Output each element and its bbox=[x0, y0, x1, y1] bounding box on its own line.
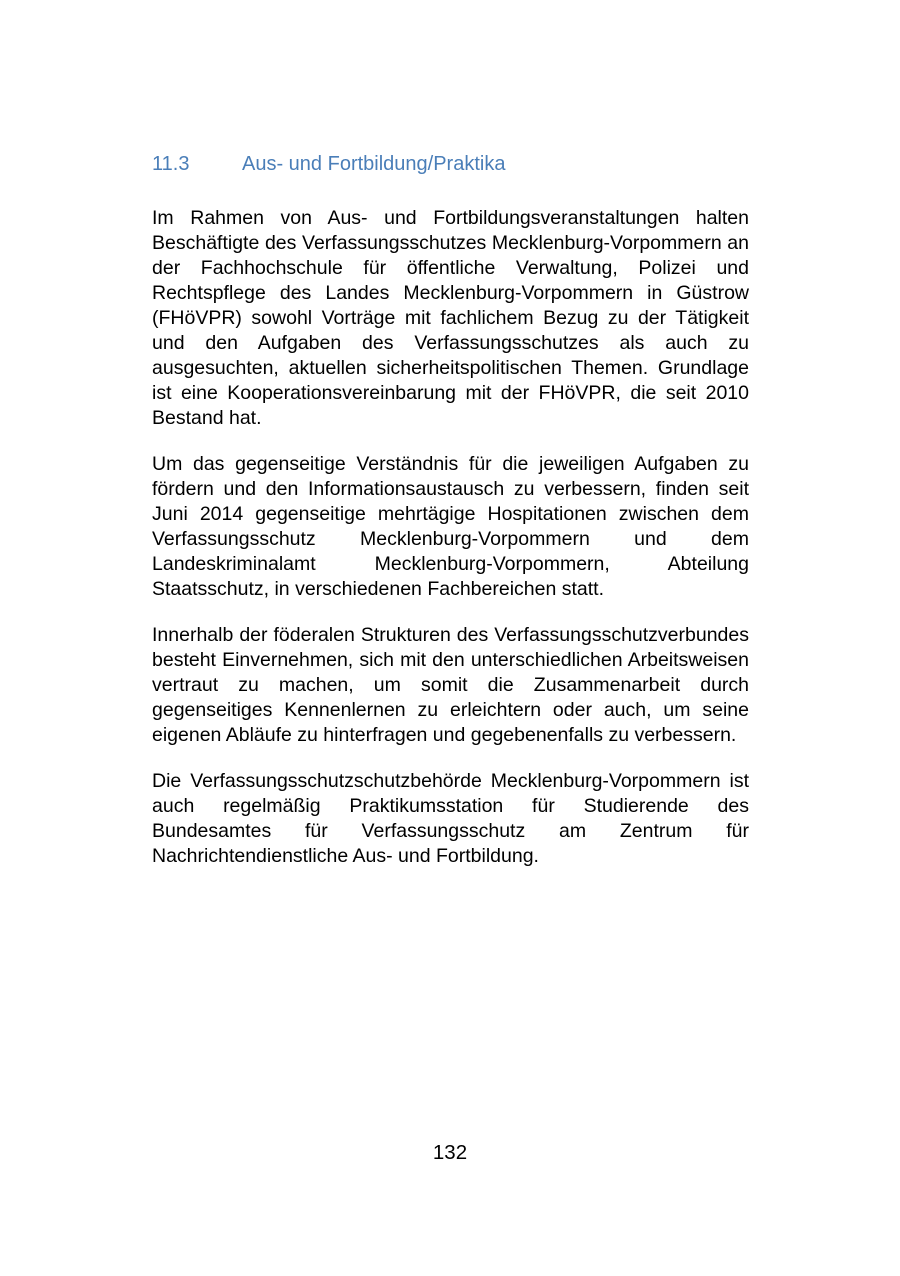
paragraph: Im Rahmen von Aus- und Fortbildungsveranstaltungen halten Beschäftigte des Verfassungsschutzes Mecklenburg-Vorpommern an der Fachhochschule für öffentliche Verwaltung, Polizei und Rechtspflege des Landes Mecklenburg-Vorpommern in Güstrow (FHöVPR) sowohl Vorträge mit fachlichem Bezug zu der Tätigkeit und den Aufgaben des Verfassungsschutzes als auch zu ausgesuchten, aktuellen sicherheitspolitischen Themen. Grundlage ist eine Kooperationsvereinbarung mit der FHöVPR, die seit 2010 Bestand hat. bbox=[152, 207, 749, 429]
section-heading bbox=[152, 153, 749, 176]
paragraph: Die Verfassungsschutzschutzbehörde Mecklenburg-Vorpommern ist auch regelmäßig Praktikumsstation für Studierende des Bundesamtes für Verfassungsschutz am Zentrum für Nachrichtendienstliche Aus- und Fortbildung. bbox=[152, 770, 749, 867]
text-block bbox=[152, 153, 749, 869]
page-number: 132 bbox=[432, 1141, 468, 1164]
paragraph: Um das gegenseitige Verständnis für die jeweiligen Aufgaben zu fördern und den Informationsaustausch zu verbessern, finden seit Juni 2014 gegenseitige mehrtägige Hospitationen zwischen dem Verfassungsschutz Mecklenburg-Vorpommern und dem Landeskriminalamt Mecklenburg-Vorpommern, Abteilung Staatsschutz, in verschiedenen Fachbereichen statt. bbox=[152, 453, 749, 600]
section-title: Aus- und Fortbildung/Praktika bbox=[242, 153, 506, 175]
section-number: 11.3 bbox=[152, 153, 190, 175]
body-text bbox=[152, 206, 749, 869]
paragraph: Innerhalb der föderalen Strukturen des Verfassungsschutzverbundes besteht Einvernehmen, sich mit den unterschiedlichen Arbeitsweisen vertraut zu machen, um somit die Zusammenarbeit durch gegenseitiges Kennenlernen zu erleichtern oder auch, um seine eigenen Abläufe zu hinterfragen und gegebenenfalls zu verbessern. bbox=[152, 624, 749, 746]
